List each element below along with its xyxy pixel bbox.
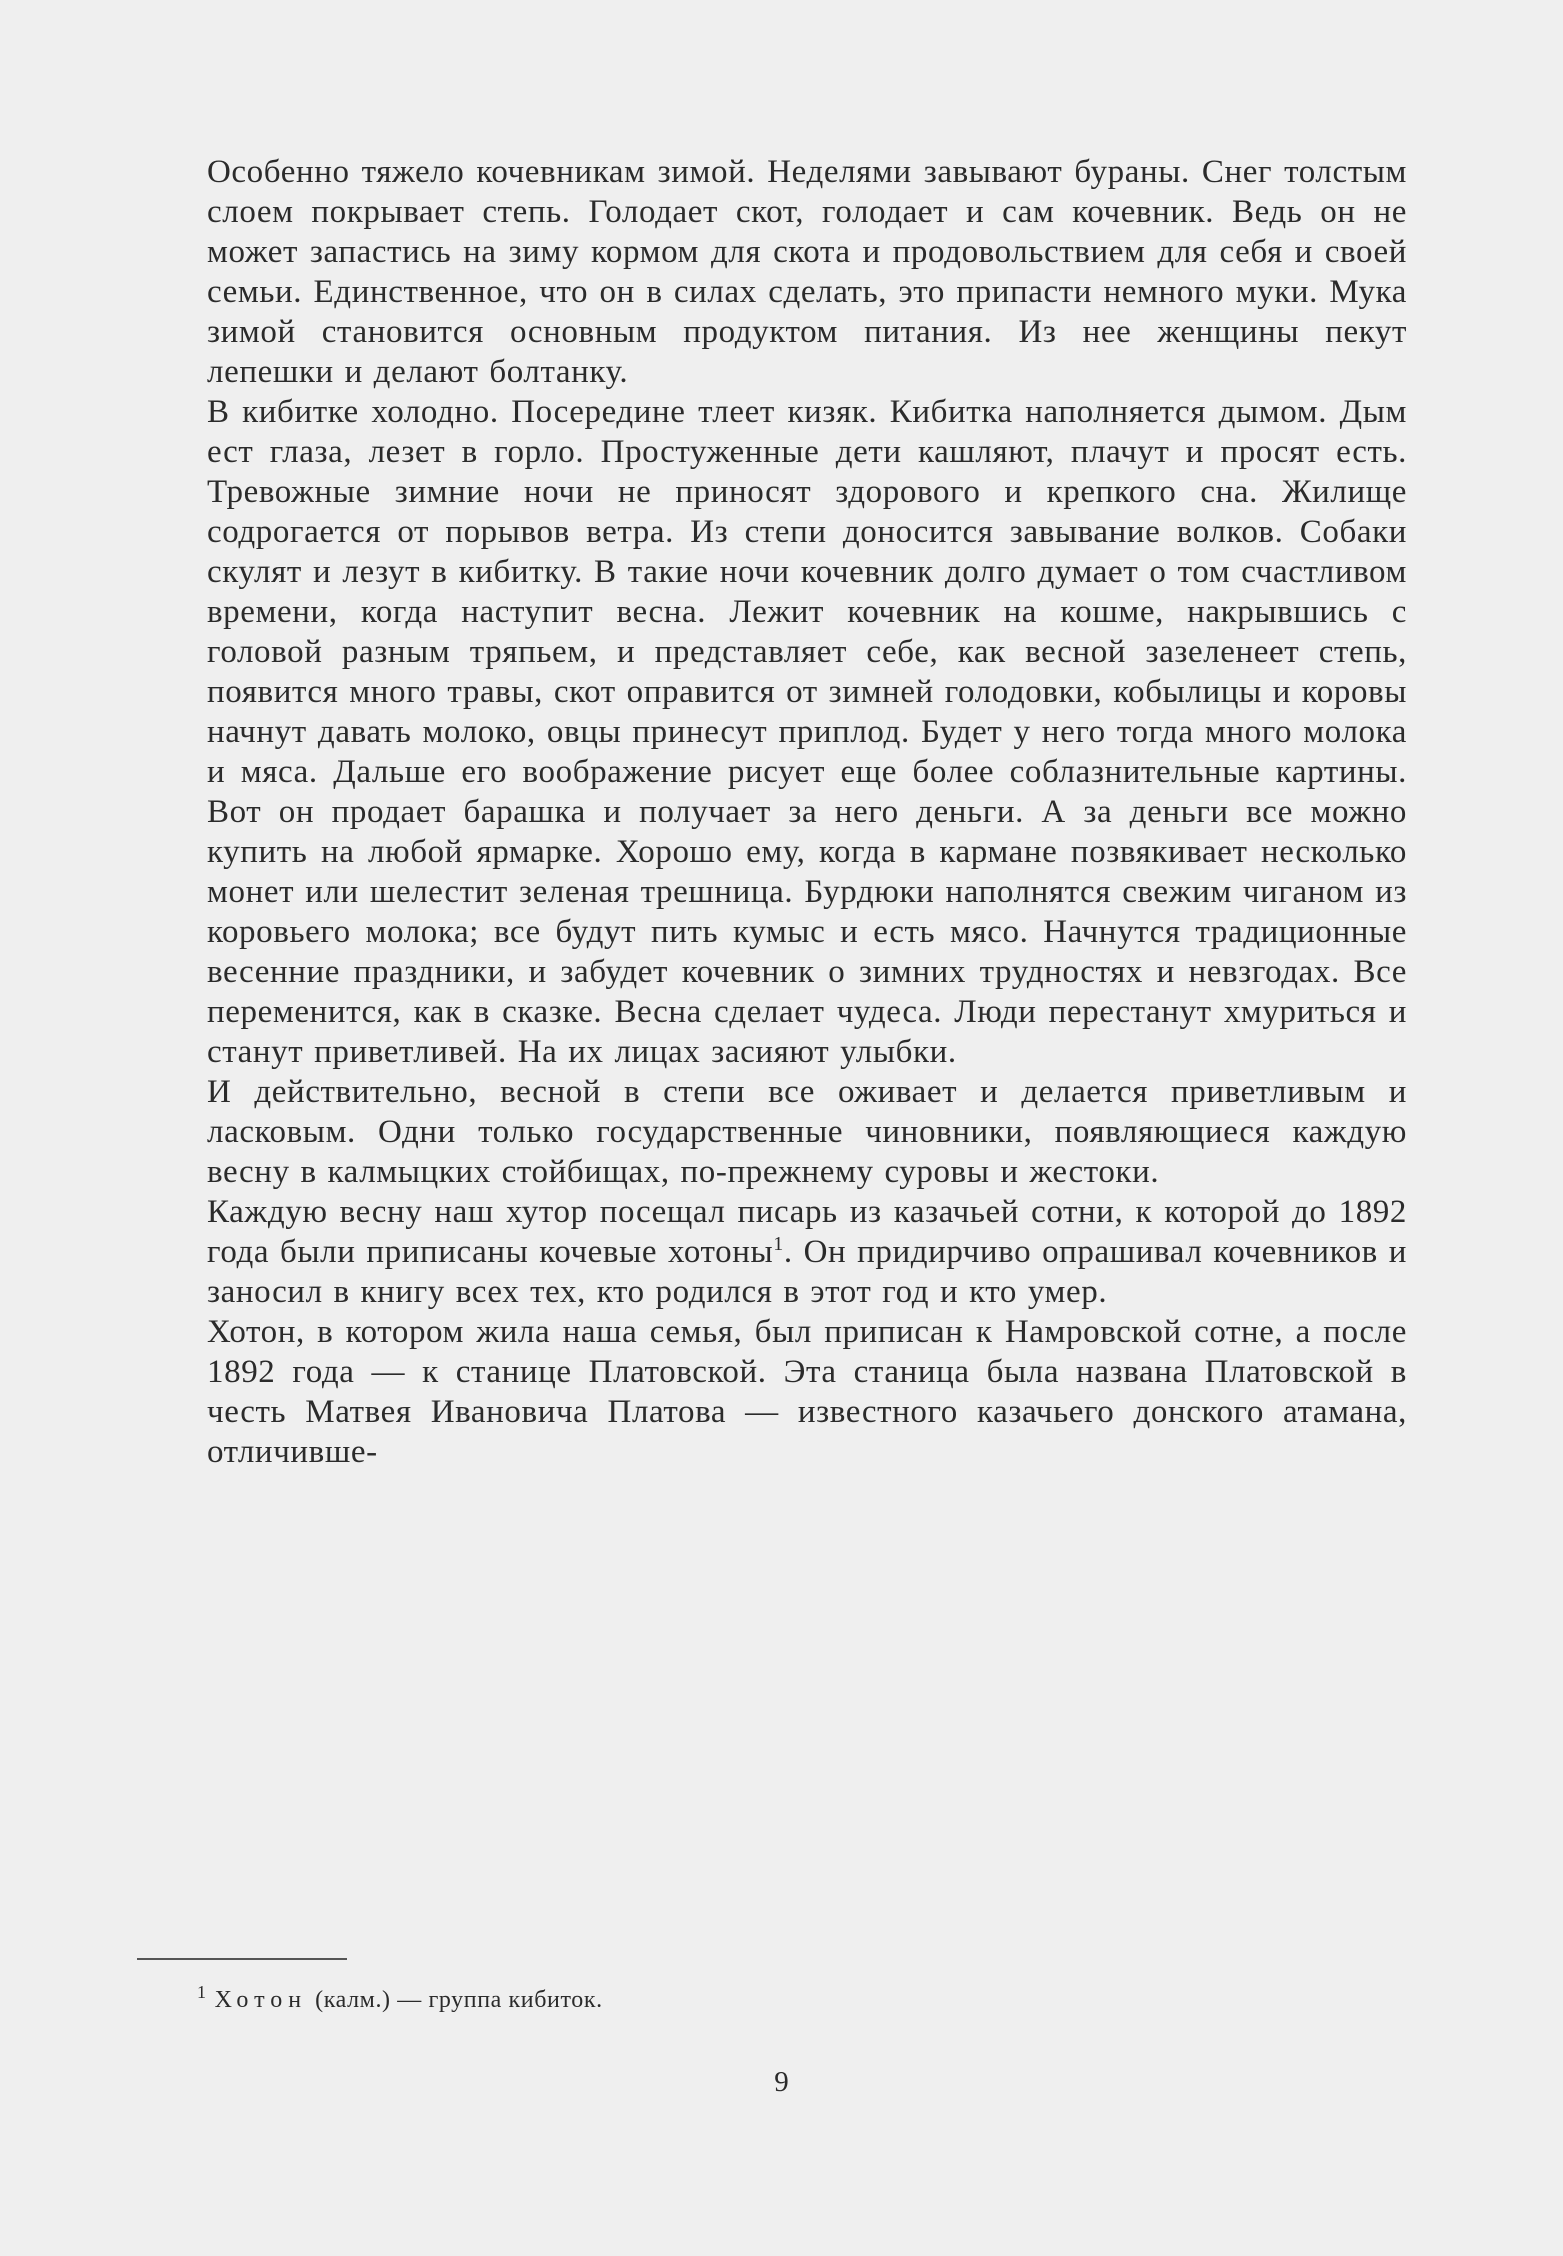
footnote-reference: 1	[773, 1233, 784, 1255]
paragraph-4: Каждую весну наш хутор посещал писарь из казачьей сотни, к которой до 1892 года были приписаны кочевые хотоны$^1$. Он придирчиво опрашивал кочевников и заносил в книгу всех тех, кто родился в этот год и кто умер.	[207, 1194, 1407, 1310]
footnote	[197, 1977, 603, 2015]
main-text	[207, 152, 1407, 1472]
paragraph-4-text: Каждую весну наш хутор посещал писарь из казачьей сотни, к которой до 1892 года были приписаны кочевые хотоны	[207, 1194, 1407, 1270]
paragraph-4-continuation: Он придирчиво опрашивал кочевников и заносил в книгу всех тех, кто родился в этот год и кто умер.	[207, 1234, 1407, 1310]
footnote-term: Хотон	[214, 1987, 308, 2013]
paragraph-1-text: Особенно тяжело кочевникам зимой. Неделями завывают бураны. Снег толстым слоем покрывает степь. Голодает скот, голодает и сам кочевник. Ведь он не может запастись на зиму кормом для скота и продовольствием для себя и своей семьи. Единственное, что он в силах сделать, это припасти немного муки. Мука зимой становится основным продуктом питания. Из нее женщины пекут лепешки и делают болтанку.	[207, 154, 1407, 390]
footnote-divider	[137, 1958, 347, 1960]
paragraph-2-text: В кибитке холодно. Посередине тлеет кизяк. Кибитка наполняется дымом. Дым ест глаза, лезет в горло. Простуженные дети кашляют, плачут и просят есть. Тревожные зимние ночи не приносят здорового и крепкого сна. Жилище содрогается от порывов ветра. Из степи доносится завывание волков. Собаки скулят и лезут в кибитку. В такие ночи кочевник долго думает о том счастливом времени, когда наступит весна. Лежит кочевник на кошме, накрывшись с головой разным тряпьем, и представляет себе, как весной зазеленеет степь, появится много травы, скот оправится от зимней голодовки, кобылицы и коровы начнут давать молоко, овцы принесут приплод. Будет у него тогда много молока и мяса. Дальше его воображение рисует еще более соблазнительные картины. Вот он продает барашка и получает за него деньги. А за деньги все можно купить на любой ярмарке. Хорошо ему, когда в кармане позвякивает несколько монет или шелестит зеленая трешница. Бурдюки наполнятся свежим чиганом из коровьего молока; все будут пить кумыс и есть мясо. Начнутся традиционные весенние праздники, и забудет кочевник о зимних трудностях и невзгодах. Все переменится, как в сказке. Весна сделает чудеса. Люди перестанут хмуриться и станут приветливей. На их лицах засияют улыбки.	[207, 394, 1407, 1070]
footnote-marker: 1	[197, 1982, 207, 2002]
paragraph-5	[207, 1312, 1407, 1472]
paragraph-5-text: Хотон, в котором жила наша семья, был приписан к Намровской сотне, а после 1892 года — к станице Платовской. Эта станица была названа Платовской в честь Матвея Ивановича Платова — известного казачьего донского атамана, отличивше-	[207, 1314, 1407, 1470]
page-number: 9	[774, 2066, 789, 2098]
paragraph-3	[207, 1072, 1407, 1192]
paragraph-1	[207, 152, 1407, 392]
paragraph-3-text: И действительно, весной в степи все оживает и делается приветливым и ласковым. Одни только государственные чиновники, появляющиеся каждую весну в калмыцких стойбищах, по-прежнему суровы и жестоки.	[207, 1074, 1407, 1190]
paragraph-2	[207, 392, 1407, 1072]
footnote-text: (калм.) — группа кибиток.	[315, 1987, 603, 2013]
